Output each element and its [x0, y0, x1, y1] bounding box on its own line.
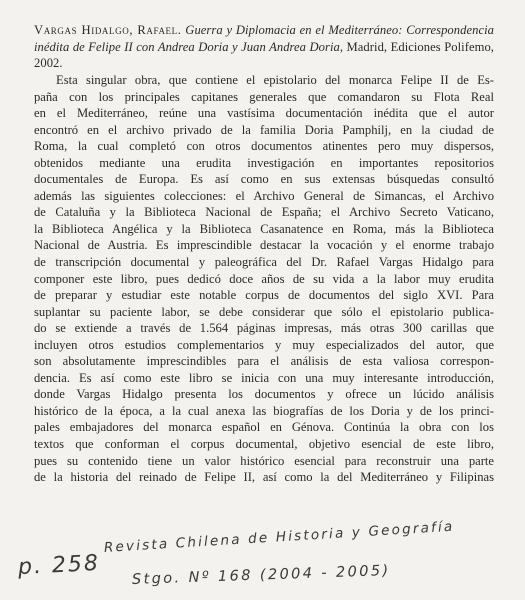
body-line: incluyen otros estudios complementarios y muy especializados del autor, que	[34, 337, 494, 352]
body-line: de transcripción documental y paleográfica del Dr. Rafael Vargas Hidalgo para	[34, 255, 494, 270]
body-line: son absolutamente imprescindibles para el análisis de esta valiosa correspon-	[34, 354, 494, 369]
body-line: do se extiende a través de 1.564 páginas impresas, más otras 300 carillas que	[34, 321, 494, 336]
body-line: suplantar su paciente labor, se debe considerar que sólo el epistolario publica-	[34, 304, 494, 319]
handwritten-issue-info: Stgo. Nº 168 (2004 - 2005)	[131, 562, 391, 588]
body-line: componer este libro, pues dedicó doce años de su vida a la labor muy erudita	[34, 271, 494, 286]
citation-author: Vargas Hidalgo, Rafael.	[34, 23, 182, 37]
body-line: donde Vargas Hidalgo presenta los documentos y ofrece un lúcido análisis	[34, 387, 494, 402]
body-line: documentales de Europa. Es así como en sus extensas búsquedas consultó	[34, 172, 494, 187]
body-line: de Cataluña y la Biblioteca Nacional de España; el Archivo Secreto Vaticano,	[34, 205, 494, 220]
body-line: histórico de la época, a la cual anexa las biografías de los Doria y de los princi-	[34, 403, 494, 418]
body-line: textos que conforman el corpus documental, objetivo esencial de este libro,	[34, 437, 494, 452]
body-line: de preparar y estudiar este notable corpus de documentos del siglo XVI. Para	[34, 288, 494, 303]
handwritten-journal-name: Revista Chilena de Historia y Geografía	[103, 518, 455, 556]
body-line: encontró en el archivo privado de la familia Doria Pamphilj, en la ciudad de	[34, 122, 494, 137]
body-line: dencia. Es así como este libro se inicia con una muy interesante introducción,	[34, 370, 494, 385]
handwritten-page-reference: p. 258	[17, 550, 101, 581]
body-line: en el Mediterráneo, reúne una vastísima documentación inédita que el autor	[34, 106, 494, 121]
body-line: pales embajadores del monarca español en Génova. Continúa la obra con los	[34, 420, 494, 435]
citation-publisher: , Madrid, Ediciones Polifemo, 2002.	[34, 39, 494, 70]
body-line: paña con los principales capitanes generales que comandaron su Flota Real	[34, 89, 494, 104]
body-line: Esta singular obra, que contiene el epistolario del monarca Felipe II de Es-	[56, 73, 494, 87]
body-line: Roma, la cual completó con otros documentos atinentes pero muy dispersos,	[34, 139, 494, 154]
body-line: Nacional de Austria. Es imprescindible destacar la vocación y el enorme trabajo	[34, 238, 494, 253]
body-line: además las siguientes colecciones: el Archivo General de Simancas, el Archivo	[34, 188, 494, 203]
citation-title: Guerra y Diplomacia en el Mediterráneo: Correspondencia inédita de Felipe II con Andrea Doria y Juan Andrea Doria	[34, 23, 494, 54]
body-line: obtenidos mediante una erudita investigación en importantes repositorios	[34, 155, 494, 170]
body-line: de la historia del reinado de Felipe II, así como la del Mediterráneo y Filipinas	[34, 470, 494, 485]
bibliographic-citation	[34, 22, 494, 72]
review-body	[34, 72, 494, 486]
body-line: pues su contenido tiene un valor histórico esencial para reconstruir una parte	[34, 453, 494, 468]
body-line: la Biblioteca Angélica y la Biblioteca Casanatence en Roma, más la Biblioteca	[34, 221, 494, 236]
